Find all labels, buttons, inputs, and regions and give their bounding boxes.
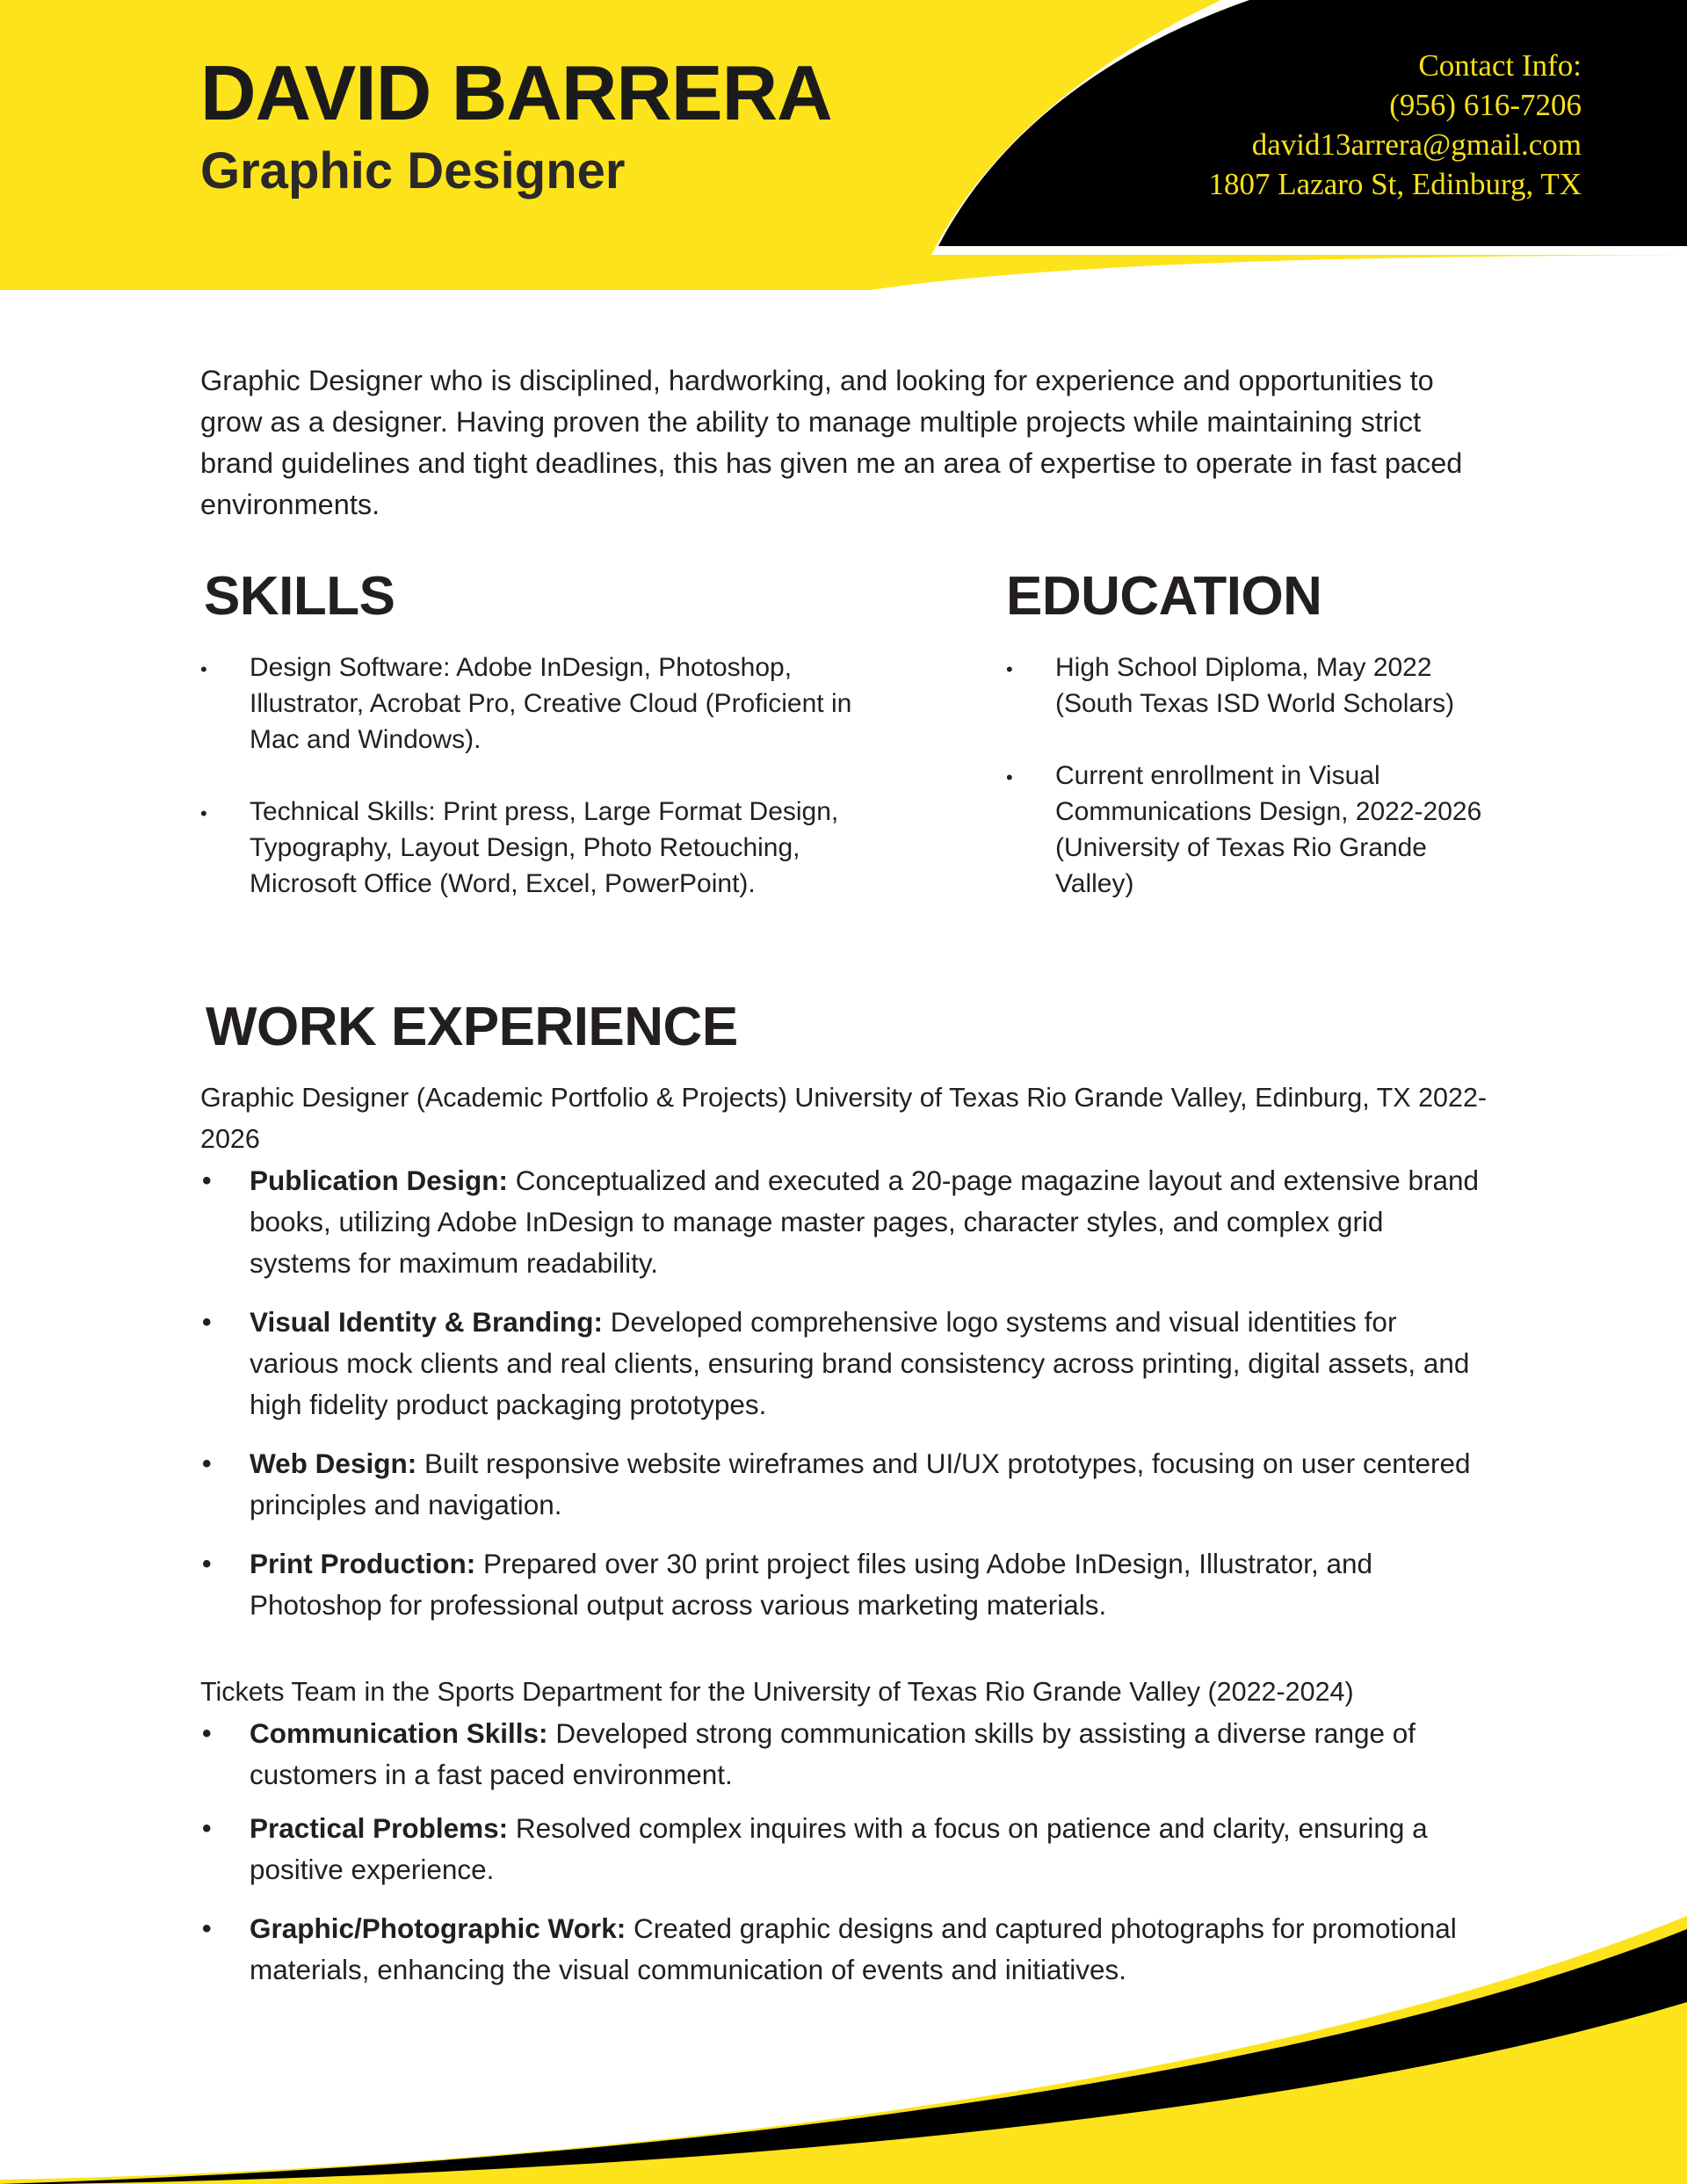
contact-address: 1807 Lazaro St, Edinburg, TX	[1208, 167, 1582, 201]
bullet-text: Resolved complex inquires with a focus on patience and clarity, ensuring a positive experience.	[250, 1812, 1428, 1885]
professional-summary: Graphic Designer who is disciplined, hardworking, and looking for experience and opportunities to grow as a designer. Having proven the ability to manage multiple projects while maintaining strict brand guidelines and tight deadlines, this has given me an area of expertise to operate in fast paced environments.	[200, 365, 1463, 520]
bullet-label: Communication Skills:	[250, 1717, 548, 1749]
bullet-icon: •	[200, 802, 207, 824]
candidate-name: DAVID BARRERA	[200, 49, 832, 136]
list-item	[1006, 758, 1498, 902]
bullet-icon: •	[202, 1549, 212, 1578]
bullet-icon: •	[1006, 658, 1013, 680]
skills-heading: SKILLS	[204, 566, 395, 627]
candidate-role: Graphic Designer	[200, 142, 626, 200]
list-item	[200, 1543, 1483, 1626]
bullet-label: Print Production:	[250, 1548, 476, 1579]
bullet-text: Created graphic designs and captured photographs for promotional materials, enhancing the visual communication of events and initiatives.	[250, 1912, 1457, 1985]
bullet-label: Graphic/Photographic Work:	[250, 1912, 626, 1944]
skill-text: Design Software: Adobe InDesign, Photoshop, Illustrator, Acrobat Pro, Creative Cloud (Proficient in Mac and Windows).	[250, 653, 852, 754]
list-item	[200, 1302, 1483, 1426]
bullet-text: Built responsive website wireframes and UI/UX prototypes, focusing on user centered principles and navigation.	[250, 1448, 1471, 1520]
bullet-icon: •	[202, 1449, 212, 1478]
bullet-icon: •	[202, 1719, 212, 1748]
list-item	[200, 794, 894, 902]
education-list	[1006, 649, 1498, 938]
bullet-label: Publication Design:	[250, 1165, 509, 1196]
bullet-text: Conceptualized and executed a 20-page magazine layout and extensive brand books, utilizing Adobe InDesign to manage master pages, character styles, and complex grid systems for maximum readability.	[250, 1165, 1480, 1279]
bullet-icon: •	[202, 1308, 212, 1337]
skills-list	[200, 649, 894, 938]
bullet-icon: •	[202, 1814, 212, 1843]
list-item	[200, 1443, 1483, 1526]
job-header: Graphic Designer (Academic Portfolio & Projects) University of Texas Rio Grande Valley, Edinburg, TX 2022-2026	[200, 1083, 1488, 1154]
contact-phone: (956) 616-7206	[1389, 88, 1582, 122]
bullet-text: Developed comprehensive logo systems and visual identities for various mock clients and real clients, ensuring brand consistency across printing, digital assets, and high fidelity product packaging prototypes.	[250, 1306, 1470, 1420]
job-bullets	[200, 1713, 1483, 1991]
contact-info	[1209, 46, 1582, 204]
bullet-icon: •	[1006, 766, 1013, 788]
job-header: Tickets Team in the Sports Department for the University of Texas Rio Grande Valley (2022-2024)	[200, 1677, 1354, 1707]
bullet-label: Practical Problems:	[250, 1812, 509, 1844]
job-bullets	[200, 1160, 1483, 1626]
education-text: Current enrollment in Visual Communications Design, 2022-2026 (University of Texas Rio Grande Valley)	[1055, 761, 1482, 898]
work-experience-heading: WORK EXPERIENCE	[206, 997, 738, 1057]
list-item	[200, 649, 894, 758]
bullet-icon: •	[202, 1914, 212, 1943]
list-item	[200, 1160, 1483, 1284]
contact-email: david13arrera@gmail.com	[1251, 127, 1582, 162]
education-heading: EDUCATION	[1006, 566, 1322, 627]
contact-label: Contact Info:	[1418, 48, 1582, 83]
list-item	[200, 1808, 1483, 1890]
list-item	[200, 1908, 1483, 1991]
bullet-icon: •	[200, 658, 207, 680]
bullet-text: Prepared over 30 print project files using Adobe InDesign, Illustrator, and Photoshop for professional output across various marketing materials.	[250, 1548, 1373, 1621]
education-text: High School Diploma, May 2022 (South Texas ISD World Scholars)	[1055, 653, 1455, 718]
bullet-text: Developed strong communication skills by assisting a diverse range of customers in a fast paced environment.	[250, 1717, 1416, 1790]
bullet-icon: •	[202, 1166, 212, 1195]
bullet-label: Web Design:	[250, 1448, 417, 1479]
list-item	[200, 1713, 1483, 1796]
bullet-label: Visual Identity & Branding:	[250, 1306, 603, 1338]
list-item	[1006, 649, 1498, 722]
skill-text: Technical Skills: Print press, Large Format Design, Typography, Layout Design, Photo Retouching, Microsoft Office (Word, Excel, PowerPoint).	[250, 797, 839, 898]
